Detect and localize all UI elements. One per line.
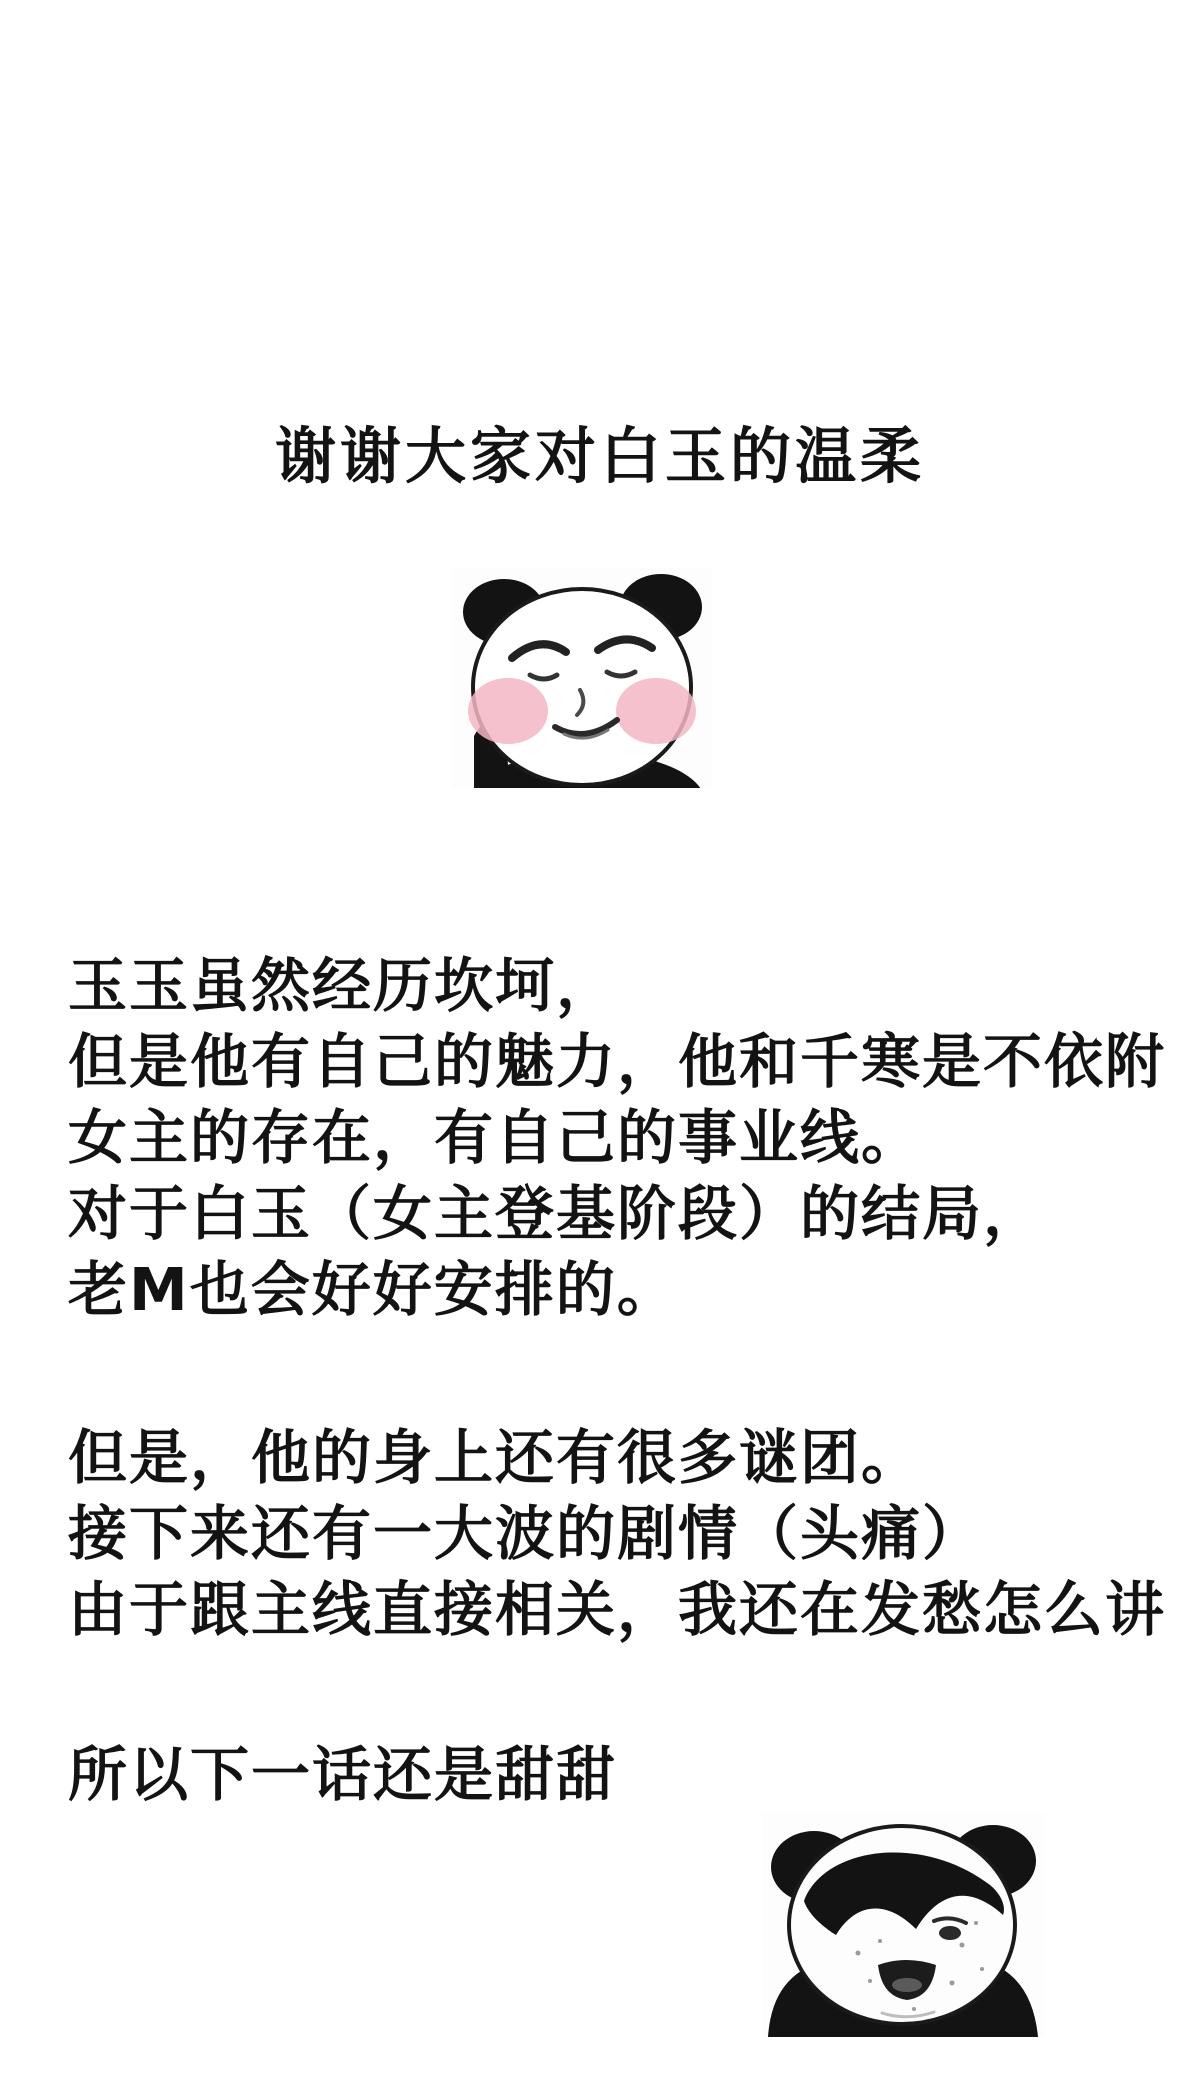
panda-smug-icon [452, 568, 712, 788]
body-line: 老M也会好好安排的。 [68, 1255, 678, 1324]
panda-hair-bang-icon [762, 1813, 1044, 2037]
panda-meme-hair-bang-image [762, 1813, 1044, 2037]
body-line: 所以下一话还是甜甜 [68, 1740, 618, 1809]
panda-meme-smug-blush-image [452, 568, 712, 788]
body-line: 对于白玉（女主登基阶段）的结局， [68, 1179, 1045, 1248]
body-line: 由于跟主线直接相关，我还在发愁怎么讲 [68, 1575, 1167, 1644]
body-line: 但是他有自己的魅力，他和千寒是不依附 [68, 1027, 1167, 1096]
paragraph-1 [68, 948, 1193, 1328]
body-line: 接下来还有一大波的剧情（头痛） [68, 1499, 984, 1568]
paragraph-3 [68, 1737, 1193, 1813]
body-line: 玉玉虽然经历坎坷， [68, 951, 618, 1020]
paragraph-2 [68, 1420, 1193, 1648]
body-line: 女主的存在，有自己的事业线。 [68, 1103, 923, 1172]
page-title: 谢谢大家对白玉的温柔 [274, 421, 925, 492]
body-line: 但是，他的身上还有很多谜团。 [68, 1423, 923, 1492]
